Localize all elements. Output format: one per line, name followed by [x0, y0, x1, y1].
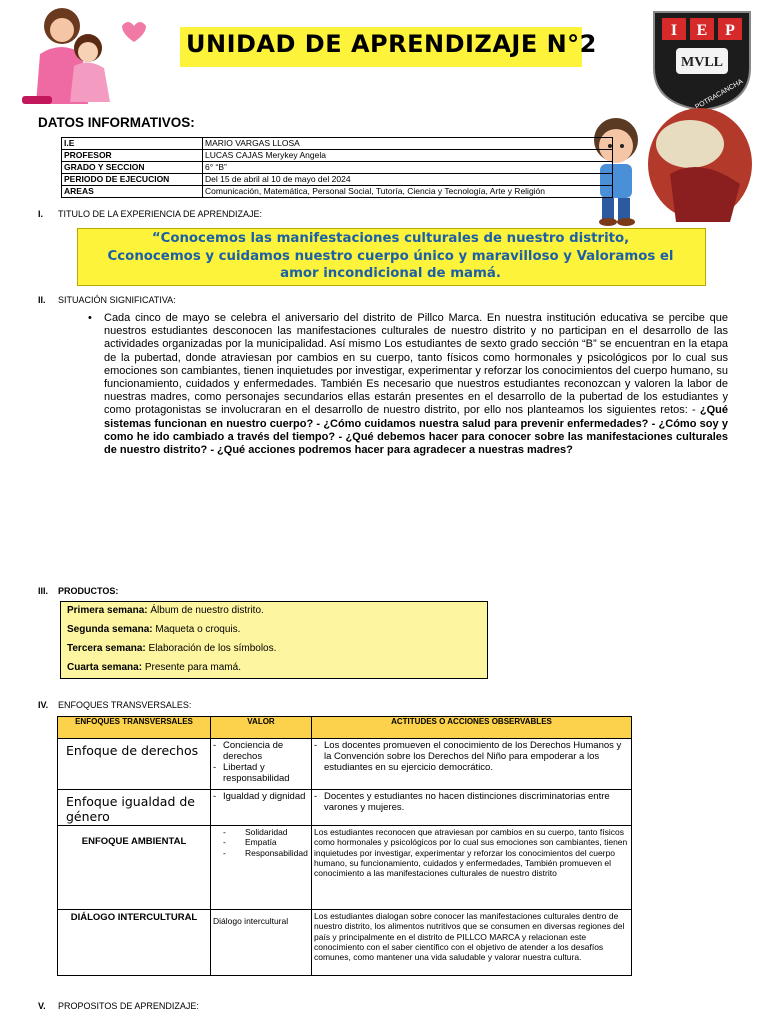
retos-text: ¿Qué sistemas funcionan en nuestro cuerpo? - ¿Cómo cuidamos nuestra salud para prevenir enfermedades? - ¿Cómo soy y como he ido cambiado a través del tiempo? - ¿Qué debemos hacer para conocer sobre las manifestaciones culturales de nuestro distrito? - ¿Qué acciones podremos hacer para agradecer a nuestras madres? [104, 404, 728, 457]
product-item [67, 605, 264, 616]
experience-title-line: Cconocemos y cuidamos nuestro cuerpo único y maravilloso y Valoramos el [107, 248, 674, 264]
page-title: UNIDAD DE APRENDIZAJE N°2 [186, 30, 597, 58]
product-value: Elaboración de los símbolos. [148, 643, 277, 654]
table-row [58, 739, 632, 790]
experience-title-line: amor incondicional de mamá. [280, 266, 501, 281]
valor-item: Responsabilidad [245, 847, 308, 858]
situacion-text: Cada cinco de mayo se celebra el aniversario del distrito de Pillco Marca. En nuestra institución educativa se percibe que nuestros estudiantes desconocen las manifestaciones culturales de nuestro distrito y no participan en el desarrollo de las actividades organizadas por la municipalidad. Así mismo Los estudiantes de sexto grado sección “B” se encuentran en la etapa de la pubertad, donde atraviesan por cambios en su cuerpo, tanto físicos como hormonales y psicológicos por lo cual sus emociones son cambiantes, tienen inquietudes por investigar, experimentar y reforzar los conocimientos del cuerpo humano, su funcionamiento, cuidados y enfermedades. También Es necesario que nuestros estudiantes reconozcan y valoren la labor de nuestras madres, como personajes secundarios ellas estarán presentes en el desarrollo de la pubertad de los estudiantes y como protagonistas se involucraran en el desarrollo de nuestro distrito, por ello nos planteamos los siguientes retos: - [104, 312, 728, 417]
logo-ring-text: POTRACANCHA [694, 78, 745, 112]
product-week: Segunda semana: [67, 624, 153, 635]
actitud-text: Docentes y estudiantes no hacen distinciones discriminatorias entre varones y mujeres. [324, 791, 610, 813]
products-box [60, 601, 488, 679]
section-5-heading [38, 1001, 438, 1013]
info-row [62, 186, 613, 198]
section-number: IV. [38, 700, 49, 710]
column-header: VALOR [211, 717, 312, 739]
info-row [62, 174, 613, 186]
section-2-heading [38, 295, 438, 307]
section-3-heading [38, 586, 438, 598]
table-row [58, 790, 632, 826]
actitud-cell: Los estudiantes dialogan sobre conocer las manifestaciones culturales dentro de nuestro distrito, los alimentos nutritivos que se consumen en diversas regiones del país y principalmente en el distrito de PILLCO MARCA y relacionan este conocimiento con el saber científico con el objetivo de atender a los desafíos comunes, como mantener una vida saludable y valorar nuestra cultura. [312, 910, 632, 976]
actitud-cell: - Los docentes promueven el conocimiento de los Derechos Humanos y la Convención sobre los Derechos del Niño para empoderar a los estudiantes en su ejercicio democrático. [312, 739, 632, 790]
product-value: Maqueta o croquis. [155, 624, 241, 635]
product-week: Cuarta semana: [67, 662, 143, 673]
table-header-row [58, 717, 632, 739]
enfoque-cell: Enfoque de derechos [58, 739, 211, 790]
actitud-cell: - Docentes y estudiantes no hacen distinciones discriminatorias entre varones y mujeres. [312, 790, 632, 826]
section-number: I. [38, 209, 44, 219]
actitud-cell: Los estudiantes reconocen que atraviesan por cambios en su cuerpo, tanto físicos como hormonales y psicológicos por lo cual sus emociones son cambiantes, tienen inquietudes por investigar, experimentar y reforzar los conocimientos del cuerpo humano, su funcionamiento, cuidados y enfermedades, También promueven el conocimiento a las manifestaciones culturales de nuestro distrito [312, 826, 632, 910]
section-title: TITULO DE LA EXPERIENCIA DE APRENDIZAJE: [58, 209, 263, 219]
section-title: SITUACIÓN SIGNIFICATIVA: [58, 295, 176, 305]
valor-item: Conciencia de derechos [223, 740, 284, 762]
section-title: PROPOSITOS DE APRENDIZAJE: [58, 1001, 199, 1011]
info-key: I.E [62, 138, 203, 150]
logo-letter-e: E [696, 22, 708, 39]
info-key: GRADO Y SECCION [62, 162, 203, 174]
section-1-heading [38, 209, 438, 221]
enfoque-cell: ENFOQUE AMBIENTAL [58, 826, 211, 910]
info-value: LUCAS CAJAS Merykey Angela [203, 150, 613, 162]
product-item [67, 624, 240, 635]
section-number: V. [38, 1001, 46, 1011]
logo-name: MVLL [681, 55, 723, 70]
info-key: PROFESOR [62, 150, 203, 162]
valor-item: Igualdad y dignidad [223, 791, 306, 802]
logo-letter-p: P [725, 22, 735, 39]
table-row [58, 826, 632, 910]
valor-cell: Diálogo intercultural [211, 910, 312, 976]
product-item [67, 662, 241, 673]
info-key: PERIODO DE EJECUCION [62, 174, 203, 186]
column-header: ACTITUDES O ACCIONES OBSERVABLES [312, 717, 632, 739]
product-week: Tercera semana: [67, 643, 146, 654]
valor-item: Empatía [245, 837, 277, 848]
section-title: ENFOQUES TRANSVERSALES: [58, 700, 192, 710]
info-key: AREAS [62, 186, 203, 198]
school-logo [648, 8, 756, 112]
enfoques-table [57, 716, 632, 976]
valor-cell: - Igualdad y dignidad [211, 790, 312, 826]
section-4-heading [38, 700, 438, 712]
enfoque-cell: DIÁLOGO INTERCULTURAL [58, 910, 211, 976]
info-value: 6° “B” [203, 162, 613, 174]
logo-letter-i: I [670, 22, 678, 39]
datos-heading: DATOS INFORMATIVOS: [38, 115, 195, 130]
product-item [67, 643, 276, 654]
section-title: PRODUCTOS: [58, 586, 119, 596]
valor-item: Libertad y responsabilidad [223, 762, 290, 784]
info-value: Comunicación, Matemática, Personal Social, Tutoría, Ciencia y Tecnología, Arte y Religión [203, 186, 613, 198]
product-value: Presente para mamá. [144, 662, 241, 673]
section-number: II. [38, 295, 46, 305]
product-week: Primera semana: [67, 605, 148, 616]
product-value: Álbum de nuestro distrito. [150, 605, 264, 616]
valor-cell: - Conciencia de derechos - Libertad y responsabilidad [211, 739, 312, 790]
actitud-text: Los docentes promueven el conocimiento de los Derechos Humanos y la Convención sobre los Derechos del Niño para empoderar a los estudiantes en su ejercicio democrático. [324, 740, 622, 773]
section-number: III. [38, 586, 49, 596]
valor-item: Solidaridad [245, 827, 288, 837]
info-row [62, 138, 613, 150]
mother-child-illustration [18, 4, 168, 110]
experience-title-line: “Conocemos las manifestaciones culturales de nuestro distrito, [151, 231, 630, 246]
info-value: MARIO VARGAS LLOSA [203, 138, 613, 150]
table-row [58, 910, 632, 976]
info-row [62, 162, 613, 174]
info-row [62, 150, 613, 162]
valor-cell: - Solidaridad - Empatía - Responsabilidad [211, 826, 312, 910]
enfoque-cell: Enfoque igualdad de género [58, 790, 211, 826]
bullet: • [88, 312, 92, 324]
column-header: ENFOQUES TRANSVERSALES [58, 717, 211, 739]
info-value: Del 15 de abril al 10 de mayo del 2024 [203, 174, 613, 186]
info-table [61, 137, 613, 198]
experience-title [77, 230, 704, 283]
